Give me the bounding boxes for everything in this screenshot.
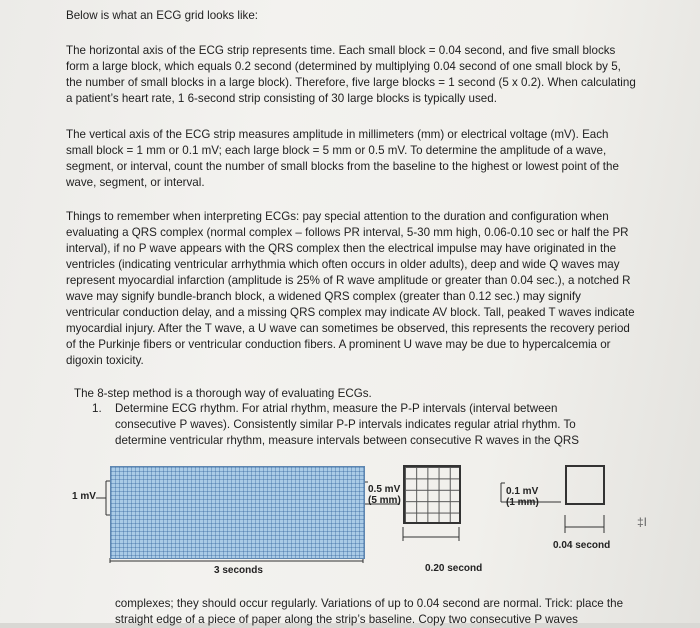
label-0-1-mv-value: 0.1 mV xyxy=(506,486,539,497)
label-0-1-mv xyxy=(506,486,539,508)
label-1-mm-value: (1 mm) xyxy=(506,497,539,508)
label-0-04-second: 0.04 second xyxy=(553,540,611,551)
label-5-mm-value: (5 mm) xyxy=(368,495,401,506)
label-0-20-second: 0.20 second xyxy=(425,563,483,574)
ecg-strip-3-seconds xyxy=(110,466,365,559)
paragraph-interpretation-tips: Things to remember when interpreting ECGs: pay special attention to the duration and configuration when evaluating a QRS complex (normal complex – follows PR interval, 5-30 mm high, 0.06-0.10 sec or half the PR interval), if no P wave appears with the QRS complex then the electrical impulse may have originated in the ventricles (indicating ventricular arrhythmia which often occurs in older adults), deep and wide Q waves may represent myocardial infarction (amplitude is 25% of R wave amplitude or greater than 0.04 sec.), a notched R wave may signify bundle-branch block, a widened QRS complex (greater than 0.12 sec.) may signify ventricular conduction delay, and a missing QRS complex may indicate AV block. Tall, peaked T waves indicate myocardial injury. After the T wave, a U wave can sometimes be observed, this represents the recovery period of the Purkinje fibers or ventricular conduction fibers. A prominent U wave may be due to hypercalcemia or digoxin toxicity. xyxy=(66,210,635,367)
margin-scribble: ‡I xyxy=(637,515,648,529)
ecg-grid-diagram xyxy=(0,455,700,585)
intro-heading: Below is what an ECG grid looks like: xyxy=(66,9,259,22)
small-block-square xyxy=(565,465,605,505)
label-1-mv: 1 mV xyxy=(72,491,96,502)
list-item-text: Determine ECG rhythm. For atrial rhythm, measure the P-P intervals (interval between consecutive P waves). Consistently similar P-P intervals indicates regular atrial rhythm. To determine ventricular rhythm, measure intervals between consecutive R waves in the QRS xyxy=(115,402,579,447)
list-item-number: 1. xyxy=(92,402,102,415)
label-0-5-mv xyxy=(368,484,401,506)
large-block-grid xyxy=(403,465,461,524)
paragraph-vertical-axis: The vertical axis of the ECG strip measures amplitude in millimeters (mm) or electrical voltage (mV). Each small block = 1 mm or 0.1 mV; each large block = 5 mm or 0.5 mV. To determine the amplitude of a wave, segment, or interval, count the number of small blocks from the baseline to the highest or lowest point of the wave, segment, or interval. xyxy=(66,128,619,189)
paragraph-horizontal-axis: The horizontal axis of the ECG strip represents time. Each small block = 0.04 second, and five small blocks form a large block, which equals 0.2 second (determined by multiplying 0.04 second of one small block by 5, the number of small blocks in a large block). Therefore, five large blocks = 1 second (5 x 0.2). When calculating a patient’s heart rate, 1 6-second strip consisting of 30 large blocks is typically used. xyxy=(66,44,636,105)
list-item-continued-text: complexes; they should occur regularly. Variations of up to 0.04 second are normal. Trick: place the straight edge of a piece of paper along the strip’s baseline. Copy two consecutive P waves xyxy=(115,596,624,626)
paragraph-eight-step-method: The 8-step method is a thorough way of evaluating ECGs. xyxy=(74,387,372,400)
label-0-5-mv-value: 0.5 mV xyxy=(368,484,401,495)
label-3-seconds: 3 seconds xyxy=(214,565,263,576)
